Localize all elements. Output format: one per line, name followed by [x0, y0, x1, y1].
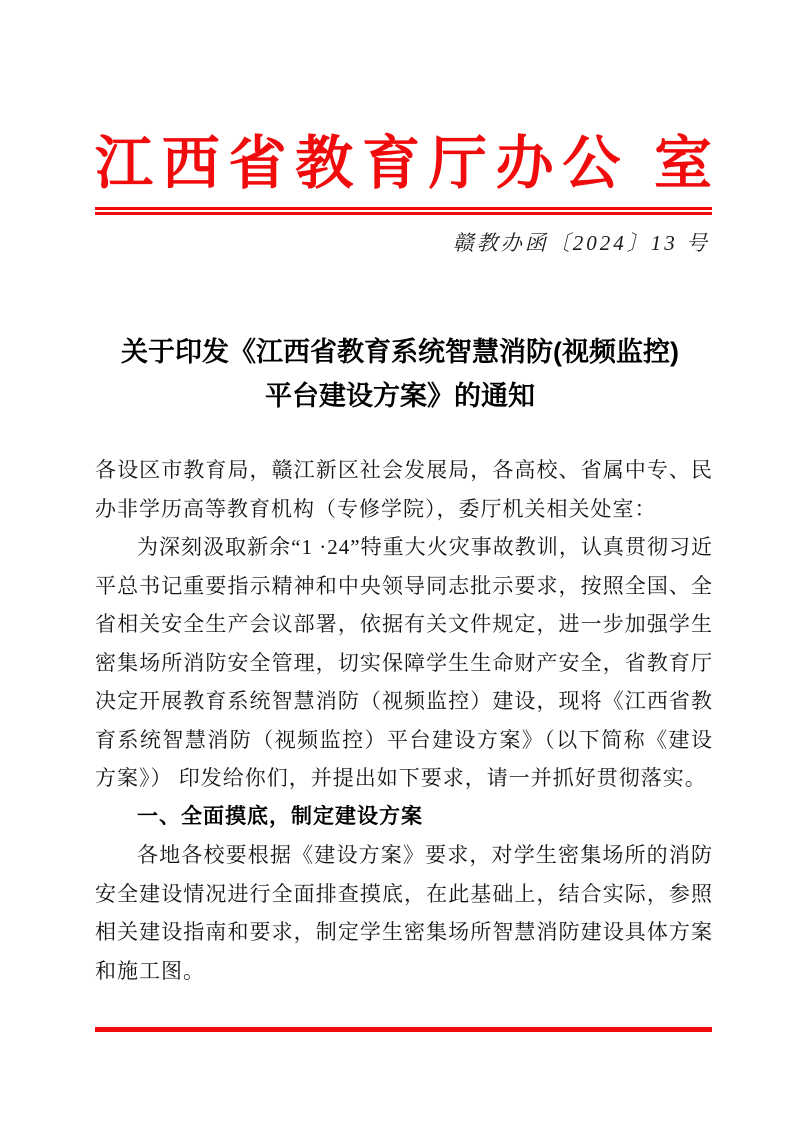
reference-number: 赣教办函〔2024〕13 号	[452, 231, 710, 255]
footer-divider	[95, 1027, 712, 1032]
document-title	[48, 330, 752, 418]
letterhead-agency-title: 江西省教育厅办公 室	[95, 131, 712, 196]
document-title-line-2: 平台建设方案》的通知	[265, 381, 535, 411]
paragraph-survey: 各地各校要根据《建设方案》要求，对学生密集场所的消防安全建设情况进行全面排查摸底，在此基础上，结合实际，参照相关建设指南和要求，制定学生密集场所智慧消防建设具体方案和施工图。	[95, 843, 713, 983]
document-title-line-1: 关于印发《江西省教育系统智慧消防(视频监控)	[121, 337, 679, 367]
section-heading-1: 一、全面摸底，制定建设方案	[137, 804, 423, 828]
paragraph-intro: 为深刻汲取新余“1 ·24”特重大火灾事故教训，认真贯彻习近平总书记重要指示精神和中央领导同志批示要求，按照全国、全省相关安全生产会议部署，依据有关文件规定，进一步加强学生密集场所消防安全管理，切实保障学生生命财产安全，省教育厅决定开展教育系统智慧消防（视频监控）建设，现将《江西省教育系统智慧消防（视频监控）平台建设方案》（以下简称《建设方案》） 印发给你们，并提出如下要求，请一并抓好贯彻落实。	[95, 535, 713, 790]
salutation: 各设区市教育局，赣江新区社会发展局，各高校、省属中专、民办非学历高等教育机构（专修学院），委厅机关相关处室：	[95, 458, 713, 521]
document-body	[95, 451, 713, 990]
letterhead-divider	[95, 207, 712, 215]
